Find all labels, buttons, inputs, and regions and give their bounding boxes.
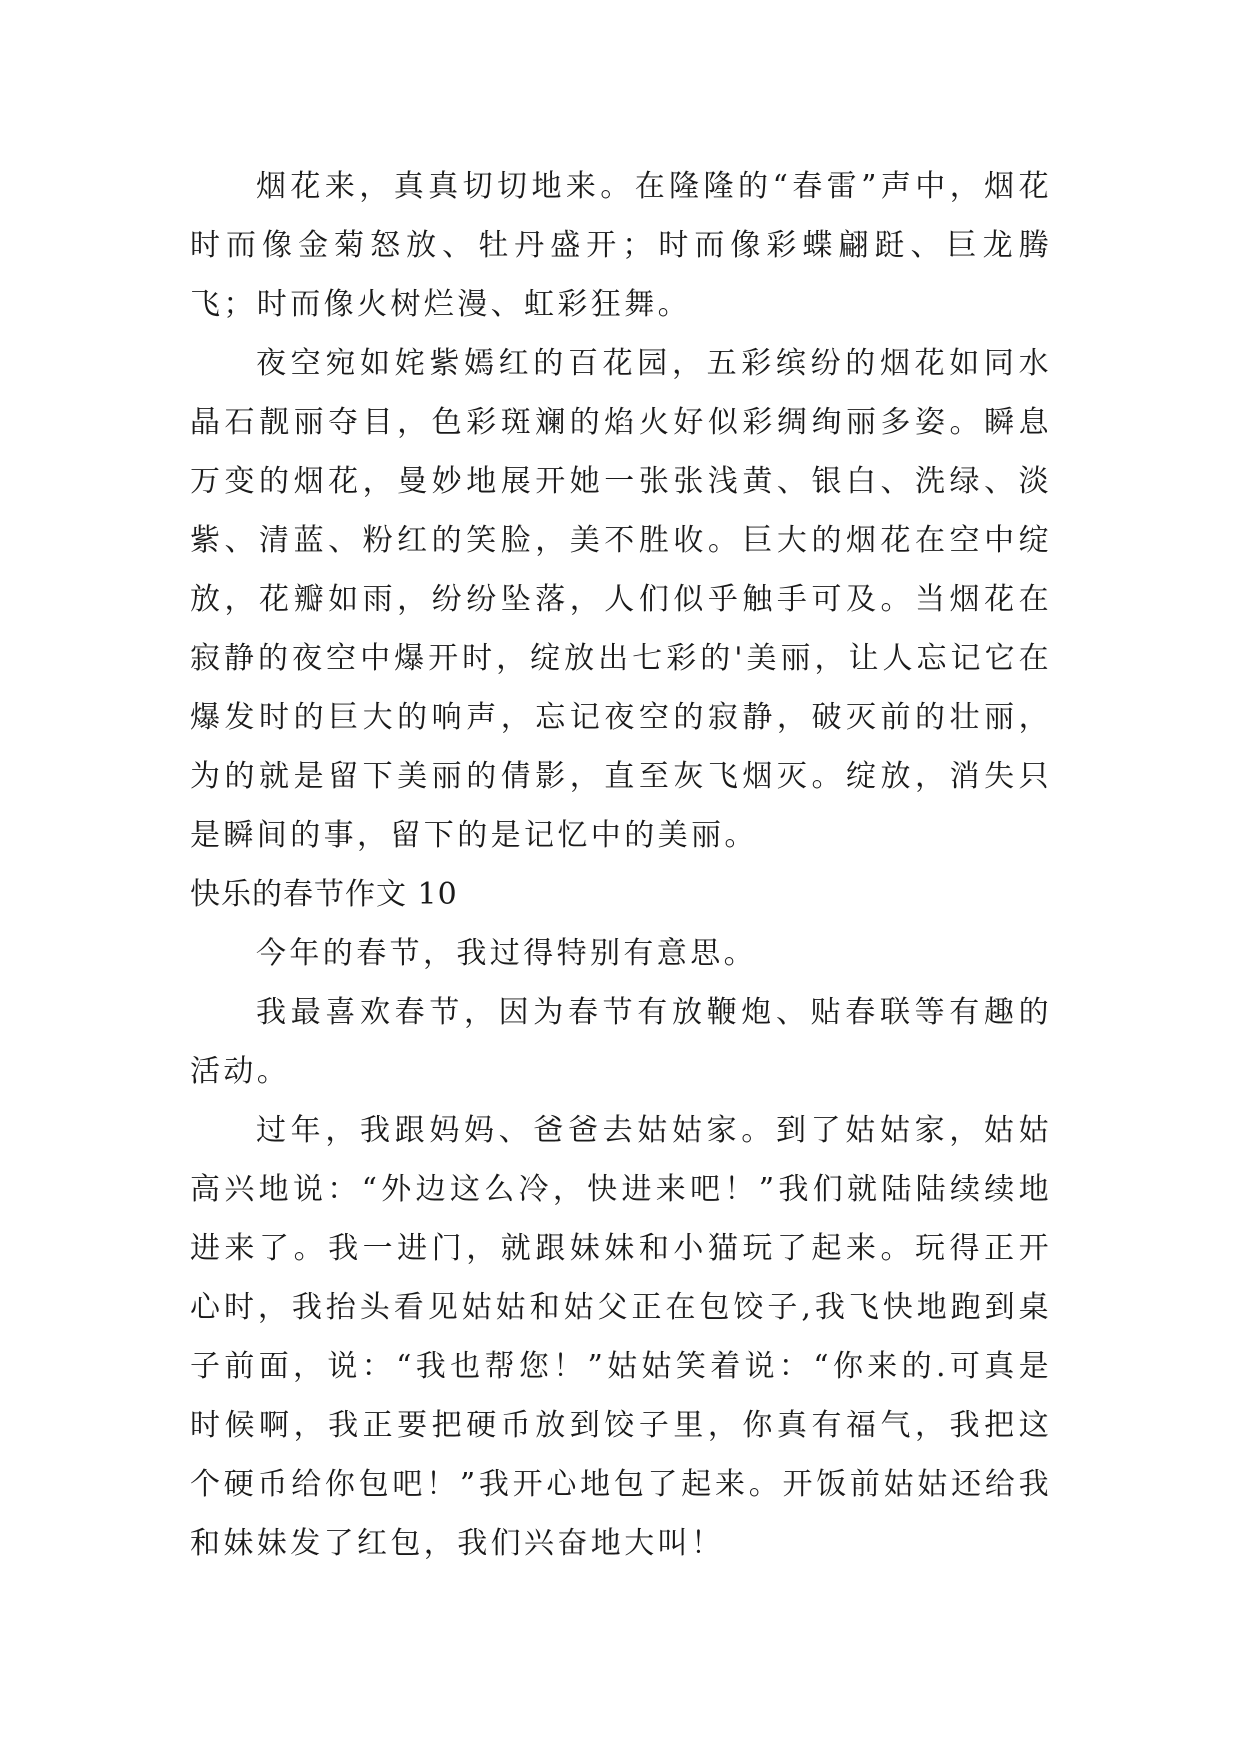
paragraph-spring-festival-intro: 今年的春节，我过得特别有意思。	[256, 936, 757, 971]
paragraph-aunt-visit: 过年，我跟妈妈、爸爸去姑姑家。到了姑姑家，姑姑高兴地说：“外边这么冷，快进来吧！”我们就陆陆续续地进来了。我一进门，就跟妹妹和小猫玩了起来。玩得正开心时，我抬头看见姑姑和姑父正在包饺子,我飞快地跑到桌子前面，说：“我也帮您！”姑姑笑着说：“你来的.可真是时候啊，我正要把硬币放到饺子里，你真有福气，我把这个硬币给你包吧！”我开心地包了起来。开饭前姑姑还给我和妹妹发了红包，我们兴奋地大叫！	[190, 1113, 1052, 1561]
document-body	[190, 157, 1052, 1573]
paragraph-fireworks-night-sky: 夜空宛如姹紫嫣红的百花园，五彩缤纷的烟花如同水晶石靓丽夺目，色彩斑斓的焰火好似彩绸绚丽多姿。瞬息万变的烟花，曼妙地展开她一张张浅黄、银白、洗绿、淡紫、清蓝、粉红的笑脸，美不胜收。巨大的烟花在空中绽放，花瓣如雨，纷纷坠落，人们似乎触手可及。当烟花在寂静的夜空中爆开时，绽放出七彩的'美丽，让人忘记它在爆发时的巨大的响声，忘记夜空的寂静，破灭前的壮丽，为的就是留下美丽的倩影，直至灰飞烟灭。绽放，消失只是瞬间的事，留下的是记忆中的美丽。	[190, 346, 1052, 853]
paragraph-favorite-festival: 我最喜欢春节，因为春节有放鞭炮、贴春联等有趣的活动。	[190, 995, 1052, 1089]
paragraph-fireworks-intro: 烟花来，真真切切地来。在隆隆的“春雷”声中，烟花时而像金菊怒放、牡丹盛开；时而像彩蝶翩跹、巨龙腾飞；时而像火树烂漫、虹彩狂舞。	[190, 169, 1052, 322]
section-title: 快乐的春节作文 10	[190, 877, 458, 912]
